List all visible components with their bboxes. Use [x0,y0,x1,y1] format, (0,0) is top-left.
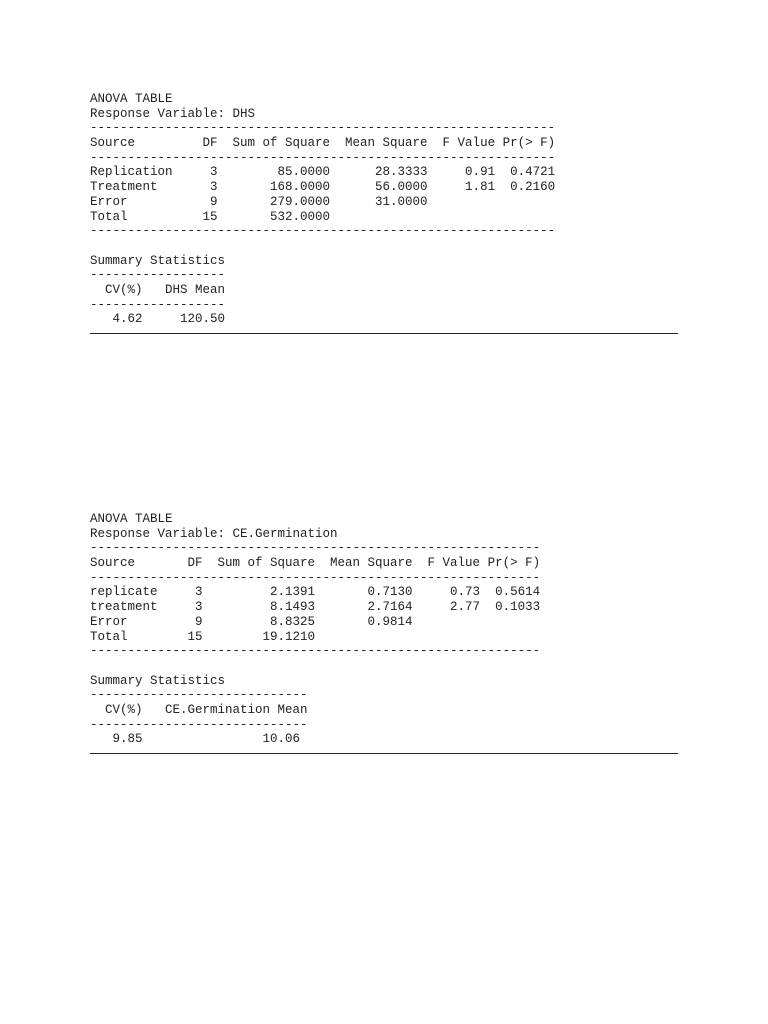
dash-separator: ------------------------------------------------------------ [90,644,541,659]
table-row: Treatment 3 168.0000 56.0000 1.81 0.2160 [90,180,556,195]
dash-separator: ------------------ [90,268,226,283]
table-row: treatment 3 8.1493 2.7164 2.77 0.1033 [90,600,541,615]
response-variable: Response Variable: DHS [90,106,256,121]
dash-separator: ----------------------------- [90,717,308,732]
table-row: Error 9 8.8325 0.9814 [90,614,413,629]
table-header: Source DF Sum of Square Mean Square F Value Pr(> F) [90,556,541,571]
summary-title: Summary Statistics [90,673,226,688]
dash-separator: ------------------------------------------------------------ [90,570,541,585]
dash-separator: -------------------------------------------------------------- [90,121,556,136]
table-row: Total 15 19.1210 [90,629,316,644]
summary-row: 9.85 10.06 [90,732,301,747]
anova-table-ce-germination [90,512,678,754]
dash-separator: -------------------------------------------------------------- [90,150,556,165]
dash-separator: -------------------------------------------------------------- [90,224,556,239]
table-row: Total 15 532.0000 [90,209,331,224]
horizontal-rule [90,333,678,334]
response-variable: Response Variable: CE.Germination [90,526,338,541]
table-row: Error 9 279.0000 31.0000 [90,194,428,209]
dash-separator: ------------------------------------------------------------ [90,541,541,556]
table-title: ANOVA TABLE [90,92,173,106]
table-row: Replication 3 85.0000 28.3333 0.91 0.4721 [90,165,556,180]
summary-header: CV(%) DHS Mean [90,282,226,297]
summary-row: 4.62 120.50 [90,312,226,327]
table-header: Source DF Sum of Square Mean Square F Value Pr(> F) [90,136,556,151]
anova-table-dhs [90,92,678,334]
table-row: replicate 3 2.1391 0.7130 0.73 0.5614 [90,585,541,600]
horizontal-rule [90,753,678,754]
table-title: ANOVA TABLE [90,512,173,526]
dash-separator: ----------------------------- [90,688,308,703]
summary-title: Summary Statistics [90,253,226,268]
dash-separator: ------------------ [90,297,226,312]
summary-header: CV(%) CE.Germination Mean [90,702,308,717]
